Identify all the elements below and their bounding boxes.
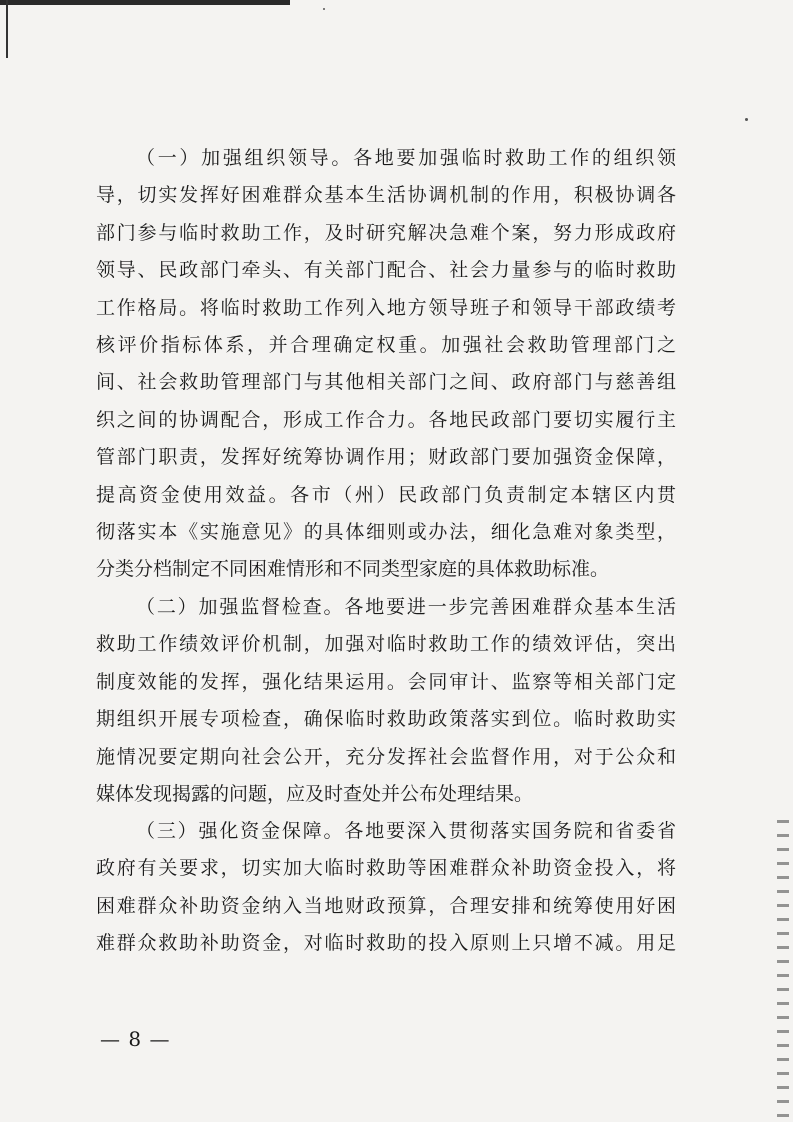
text-line: 制度效能的发挥，强化结果运用。会同审计、监察等相关部门定	[96, 670, 676, 693]
page-number: — 8 —	[100, 1027, 171, 1051]
text-line: 工作格局。将临时救助工作列入地方领导班子和领导干部政绩考	[96, 296, 676, 319]
scan-speck	[323, 8, 325, 10]
text-line: 救助工作绩效评价机制，加强对临时救助工作的绩效评估，突出	[96, 633, 676, 656]
scan-speck	[745, 118, 748, 121]
text-line: （一）加强组织领导。各地要加强临时救助工作的组织领	[136, 147, 676, 169]
text-line: 政府有关要求，切实加大临时救助等困难群众补助资金投入，将	[96, 857, 676, 880]
text-line: 核评价指标体系，并合理确定权重。加强社会救助管理部门之	[96, 333, 676, 356]
scan-edge-top	[0, 0, 290, 5]
scan-edge-left	[6, 0, 8, 58]
text-line: 媒体发现揭露的问题，应及时查处并公布处理结果。	[96, 782, 534, 805]
text-line: 导，切实发挥好困难群众基本生活协调机制的作用，积极协调各	[96, 184, 676, 207]
text-line: 提高资金使用效益。各市（州）民政部门负责制定本辖区内贯	[96, 483, 676, 506]
text-line: 困难群众补助资金纳入当地财政预算，合理安排和统筹使用好困	[96, 894, 676, 917]
text-line: （三）强化资金保障。各地要深入贯彻落实国务院和省委省	[136, 820, 676, 842]
text-line: 部门参与临时救助工作，及时研究解决急难个案，努力形成政府	[96, 221, 676, 244]
text-line: 间、社会救助管理部门与其他相关部门之间、政府部门与慈善组	[96, 371, 676, 394]
text-line: （二）加强监督检查。各地要进一步完善困难群众基本生活	[136, 596, 676, 618]
text-line: 织之间的协调配合，形成工作合力。各地民政部门要切实履行主	[96, 408, 676, 431]
text-line: 管部门职责，发挥好统筹协调作用；财政部门要加强资金保障，	[96, 446, 676, 469]
scan-edge-right	[777, 820, 789, 1120]
text-line: 期组织开展专项检查，确保临时救助政策落实到位。临时救助实	[96, 708, 676, 731]
text-line: 难群众救助补助资金，对临时救助的投入原则上只增不减。用足	[96, 932, 676, 955]
paragraph-supervision-inspection	[96, 589, 676, 813]
text-line: 彻落实本《实施意见》的具体细则或办法，细化急难对象类型，	[96, 520, 676, 543]
text-line: 领导、民政部门牵头、有关部门配合、社会力量参与的临时救助	[96, 259, 676, 282]
text-line: 分类分档制定不同困难情形和不同类型家庭的具体救助标准。	[96, 558, 610, 581]
paragraph-organization-leadership	[96, 140, 676, 589]
text-line: 施情况要定期向社会公开，充分发挥社会监督作用，对于公众和	[96, 745, 676, 768]
paragraph-funding-guarantee	[96, 813, 676, 963]
